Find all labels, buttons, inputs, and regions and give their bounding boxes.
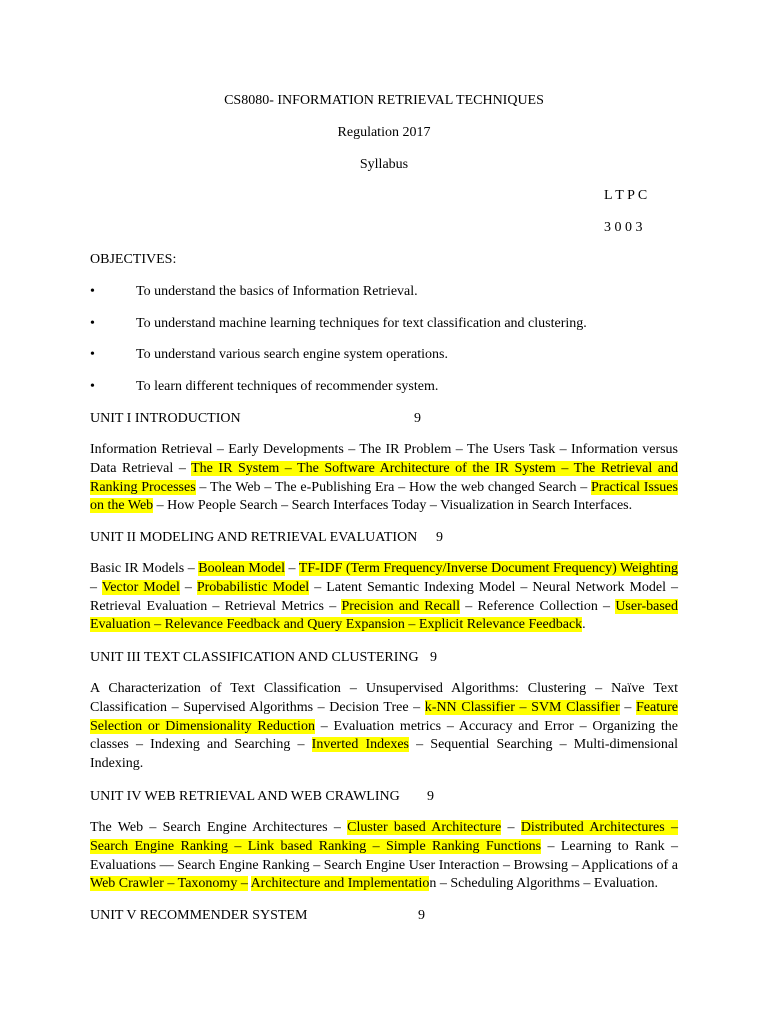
text-segment: The Web – Search Engine Architectures –: [90, 820, 348, 835]
unit-title: UNIT IV WEB RETRIEVAL AND WEB CRAWLING: [90, 789, 400, 804]
unit-title: UNIT III TEXT CLASSIFICATION AND CLUSTERING: [90, 650, 419, 665]
syllabus-label: Syllabus: [359, 157, 409, 172]
unit-title: UNIT I INTRODUCTION: [90, 411, 241, 426]
unit-description: [90, 819, 678, 894]
highlighted-text: Inverted Indexes: [311, 737, 409, 753]
objective-item: To understand various search engine system operations.: [136, 347, 448, 362]
objective-item: To understand the basics of Information Retrieval.: [136, 284, 418, 299]
regulation-line: Regulation 2017: [337, 125, 431, 140]
highlighted-text: Distributed Architectures – Search Engine Ranking – Link based Ranking – Simple Ranking Functions: [90, 820, 679, 854]
text-segment: –: [284, 561, 299, 576]
highlighted-text: Vector Model: [101, 579, 180, 595]
ltpc-label: L T P C: [604, 188, 648, 203]
unit-hours: 9: [414, 411, 421, 426]
text-segment: –: [501, 820, 521, 835]
unit-hours: 9: [427, 789, 434, 804]
text-segment: –: [90, 579, 102, 595]
unit-hours: 9: [418, 908, 425, 923]
text-segment: – How People Search – Search Interfaces Today – Visualization in Search Interfaces.: [153, 498, 633, 514]
unit-title: UNIT II MODELING AND RETRIEVAL EVALUATION: [90, 530, 418, 545]
highlighted-text: TF-IDF (Term Frequency/Inverse Document Frequency) Weighting: [298, 561, 678, 576]
highlighted-text: Practical Issues on the Web: [90, 479, 678, 514]
text-segment: – Evaluation metrics – Accuracy and Error – Organizing the classes – Indexing and Searching –: [90, 718, 678, 753]
text-segment: Basic IR Models –: [90, 561, 199, 576]
text-segment: – The Web – The e-Publishing Era – How the web changed Search –: [195, 479, 591, 495]
text-segment: – Latent Semantic Indexing Model – Neural Network Model – Retrieval Evaluation – Retrieval Metrics –: [90, 579, 678, 614]
text-segment: n – Scheduling Algorithms – Evaluation.: [429, 876, 659, 892]
objective-item: To understand machine learning techniques for text classification and clustering.: [136, 316, 587, 331]
bullet-glyph: •: [90, 379, 95, 394]
highlighted-text: Feature Selection or Dimensionality Reduction: [90, 699, 678, 734]
course-title: CS8080- INFORMATION RETRIEVAL TECHNIQUES: [224, 93, 544, 108]
objectives-heading: OBJECTIVES:: [90, 252, 177, 267]
ltpc-values: 3 0 0 3: [604, 220, 643, 235]
highlighted-text: k-NN Classifier – SVM Classifier: [424, 699, 620, 715]
unit-title: UNIT V RECOMMENDER SYSTEM: [90, 908, 308, 923]
unit-hours: 9: [430, 650, 437, 665]
bullet-glyph: •: [90, 284, 95, 299]
highlighted-text: Cluster based Architecture: [347, 820, 502, 835]
bullet-glyph: •: [90, 316, 95, 331]
text-segment: Information Retrieval – Early Developments – The IR Problem – The Users Task – Information versus Data Retrieval –: [90, 442, 678, 476]
highlighted-text: User-based Evaluation – Relevance Feedback and Query Expansion – Explicit Relevance Feedback: [90, 598, 679, 633]
unit-hours: 9: [436, 530, 443, 545]
objective-item: To learn different techniques of recommender system.: [136, 379, 439, 394]
unit-description: [90, 680, 678, 774]
highlighted-text: Web Crawler – Taxonomy –: [90, 876, 248, 892]
unit-description: [90, 560, 678, 635]
unit-description: [90, 441, 678, 516]
text-segment: .: [582, 617, 586, 633]
text-segment: A Characterization of Text Classification – Unsupervised Algorithms: Clustering – Naïve Text Classification – Supervised Algorithms – Decision Tree –: [90, 681, 678, 715]
bullet-glyph: •: [90, 347, 95, 362]
highlighted-text: Boolean Model: [198, 561, 285, 576]
text-segment: –: [179, 579, 197, 595]
text-segment: – Learning to Rank – Evaluations –– Search Engine Ranking – Search Engine User Interaction – Browsing – Applications of a: [90, 838, 678, 873]
highlighted-text: Architecture and Implementatio: [250, 876, 430, 892]
text-segment: –: [619, 699, 637, 715]
text-segment: – Reference Collection –: [460, 598, 616, 614]
highlighted-text: The IR System – The Software Architecture of the IR System – The Retrieval and Ranking Processes: [90, 460, 678, 495]
highlighted-text: Probabilistic Model: [196, 579, 310, 595]
text-segment: – Sequential Searching – Multi-dimensional Indexing.: [90, 737, 678, 772]
highlighted-text: Precision and Recall: [341, 598, 461, 614]
